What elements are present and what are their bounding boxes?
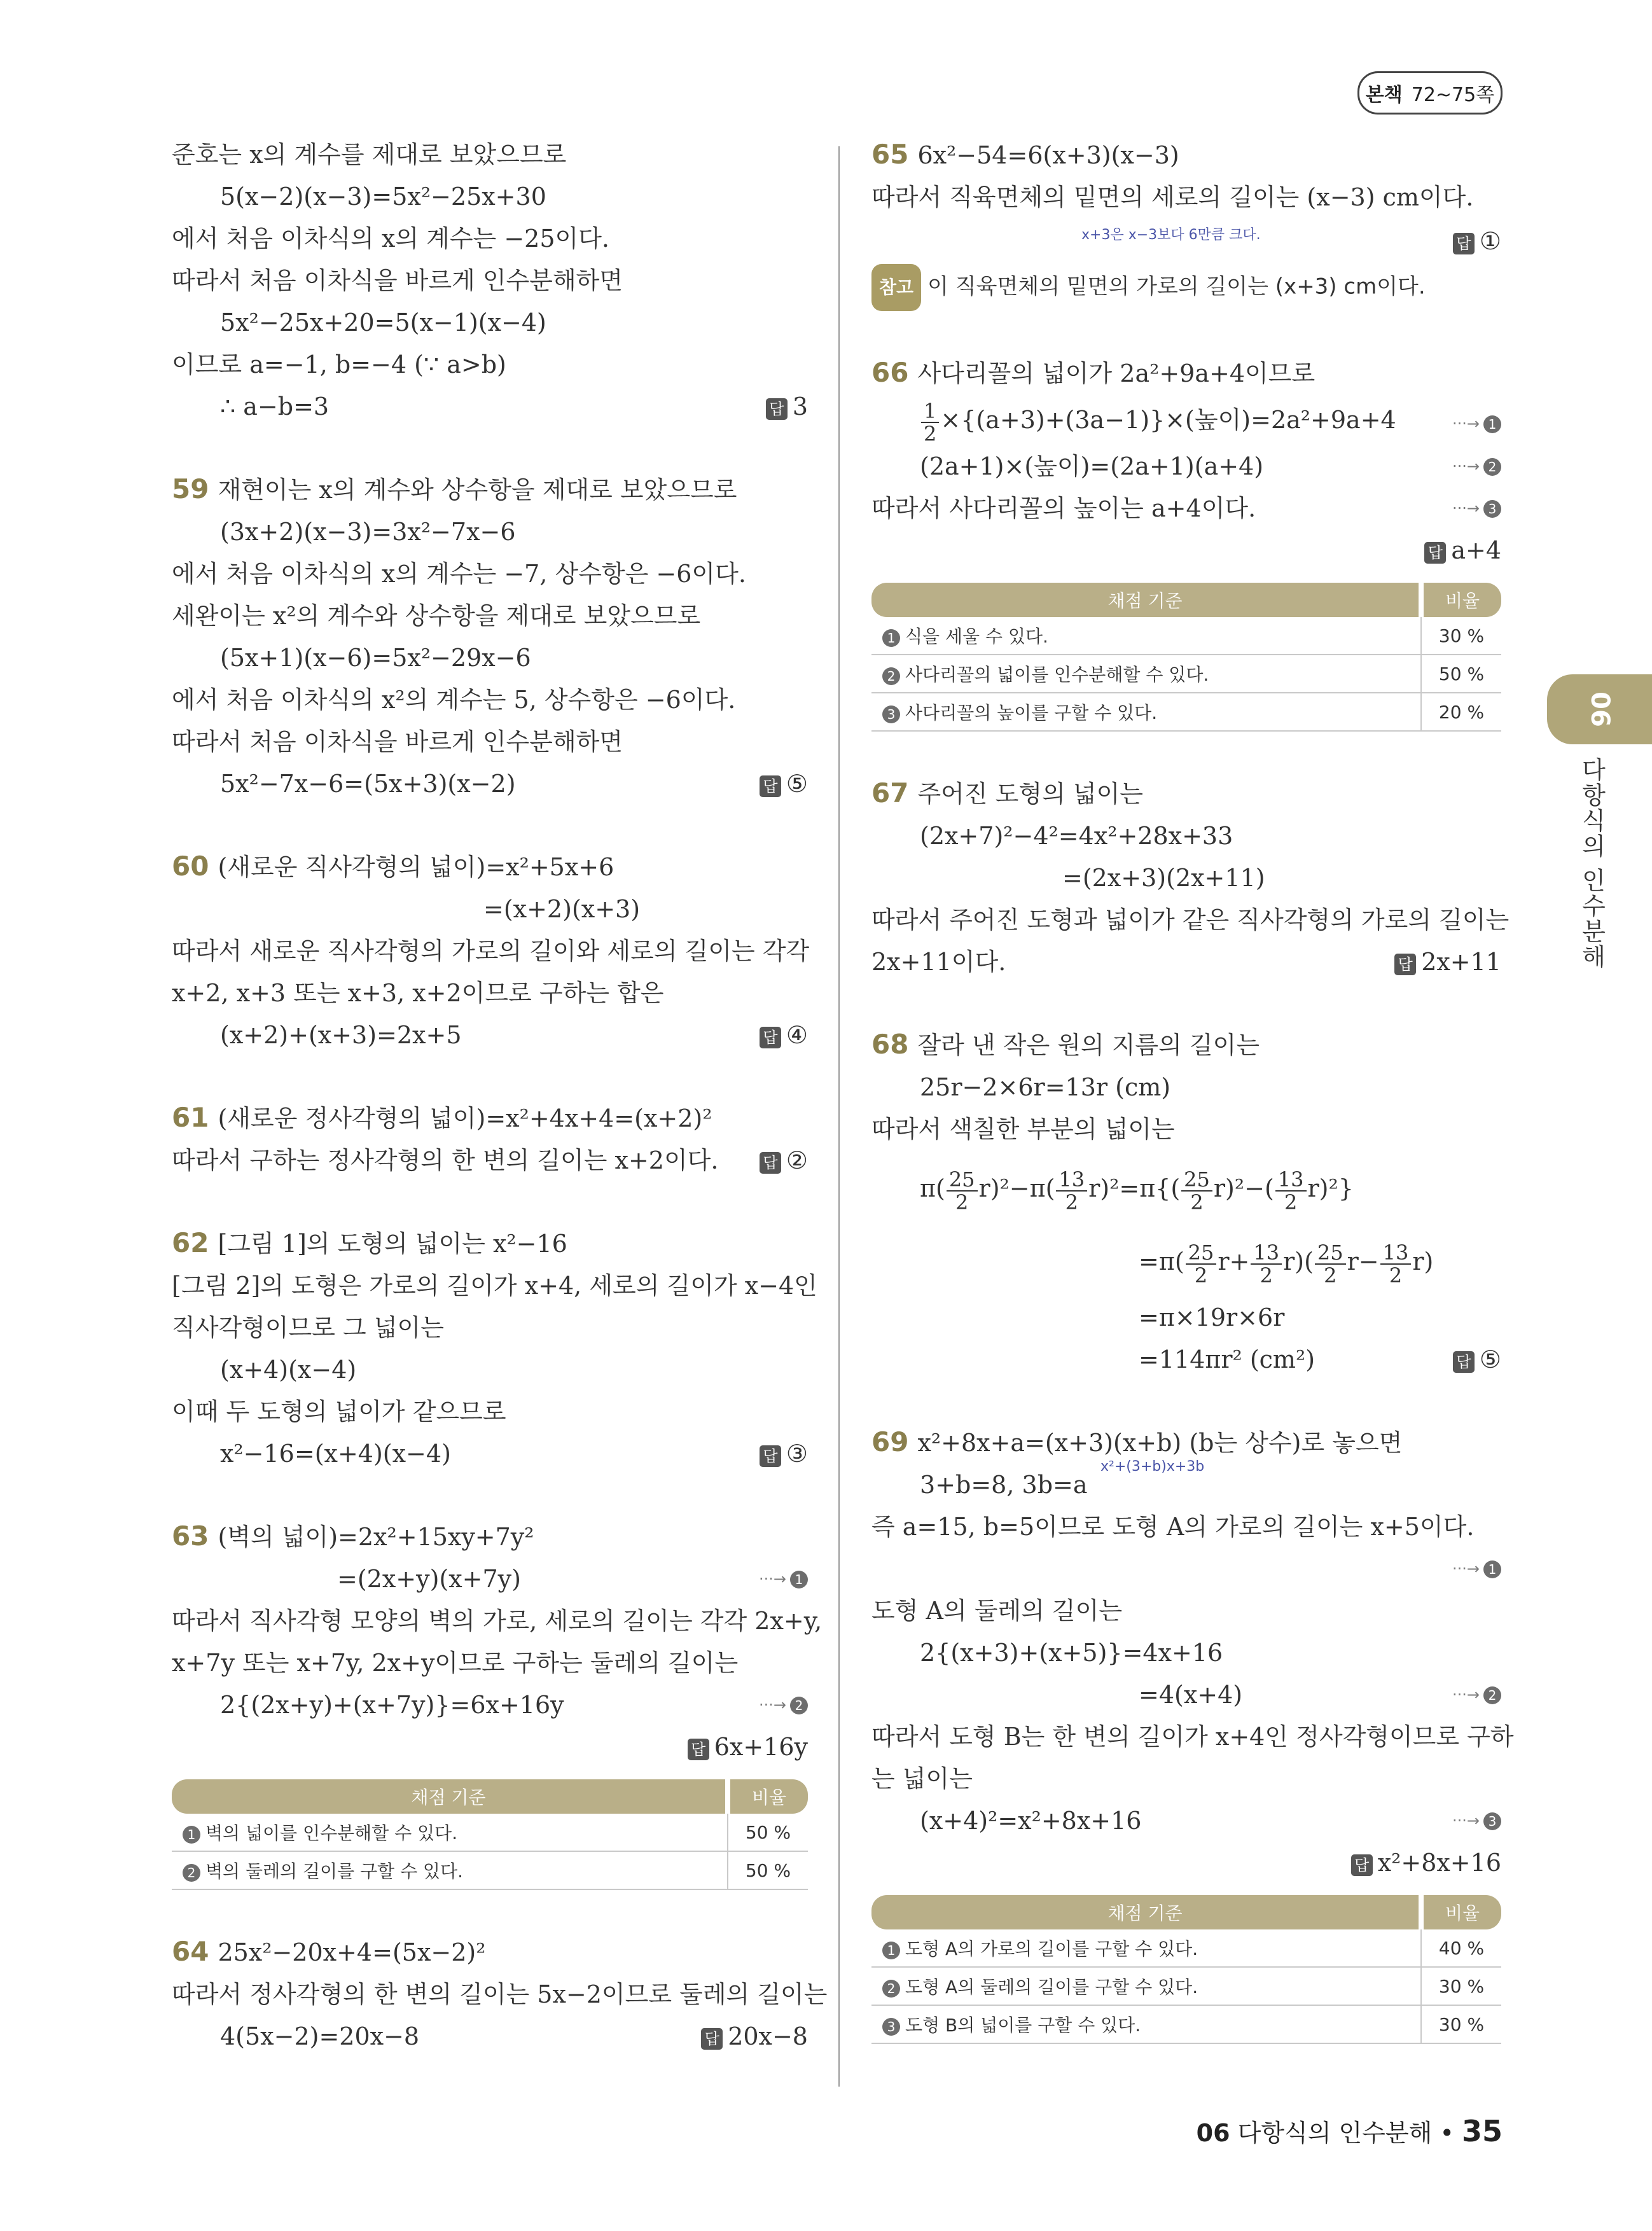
fraction — [1186, 1242, 1217, 1286]
solution-line: 4(5x−2)=20x−8 — [220, 2022, 420, 2050]
problem-first-line — [172, 1515, 808, 1558]
problem-first-line — [871, 1024, 1501, 1066]
solution-line: =4(x+4) — [1139, 1681, 1243, 1709]
step-marker: ···→ 2 — [759, 1684, 808, 1726]
step-marker: ···→ 1 — [759, 1558, 808, 1600]
solution-line: 에서 처음 이차식의 x의 계수는 −25이다. — [172, 225, 610, 253]
solution-line-with-step — [871, 445, 1501, 487]
fraction — [1380, 1242, 1412, 1286]
problem-first-line — [172, 1931, 808, 1973]
ratio-cell: 30 % — [1421, 1967, 1501, 2005]
problem-64 — [172, 1931, 828, 2057]
problem-69 — [871, 1421, 1514, 2044]
solution-line: (새로운 정사각형의 넓이)=x²+4x+4=(x+2)² — [218, 1104, 712, 1132]
step-marker: ···→ 2 — [1452, 445, 1501, 487]
criteria-header: 채점 기준 — [871, 1895, 1421, 1929]
reference-tag: 참고 — [871, 264, 921, 311]
answer-value: 20x−8 — [728, 2022, 808, 2050]
solution-line: 따라서 도형 B는 한 변의 길이가 x+4인 정사각형이므로 구하 — [871, 1723, 1514, 1751]
fraction-numerator: 25 — [1181, 1169, 1212, 1192]
fraction-numerator: 1 — [921, 400, 939, 423]
annotation-note: x+3은 x−3보다 6만큼 크다. — [1081, 227, 1261, 243]
page-footer — [1197, 2113, 1503, 2148]
solution-line: (벽의 넓이)=2x²+15xy+7y² — [218, 1523, 534, 1551]
solution-line: 6x²−54=6(x+3)(x−3) — [917, 141, 1179, 169]
solution-line: 이때 두 도형의 넓이가 같으므로 — [172, 1398, 506, 1426]
solution-line: (새로운 직사각형의 넓이)=x²+5x+6 — [218, 853, 614, 881]
solution-line: 에서 처음 이차식의 x의 계수는 −7, 상수항은 −6이다. — [172, 560, 746, 588]
solution-line-with-step — [871, 394, 1501, 445]
fraction-denominator: 2 — [1190, 1190, 1204, 1214]
fraction-denominator: 2 — [1065, 1190, 1078, 1214]
answer-icon: 답 — [1424, 542, 1446, 564]
page-number: 35 — [1461, 2114, 1503, 2148]
page-reference-badge — [1357, 71, 1503, 115]
solution-line: 따라서 구하는 정사각형의 한 변의 길이는 x+2이다. — [172, 1146, 719, 1174]
solution-line: 주어진 도형의 넓이는 — [917, 780, 1143, 808]
solution-line: 5x²−7x−6=(5x+3)(x−2) — [220, 770, 516, 798]
criteria-text: 도형 A의 가로의 길이를 구할 수 있다. — [905, 1938, 1198, 1959]
solution-line: 25x²−20x+4=(5x−2)² — [218, 1938, 486, 1966]
ratio-cell: 40 % — [1421, 1929, 1501, 1967]
fraction — [921, 400, 939, 445]
problem-number: 67 — [871, 777, 909, 809]
answer-value: ④ — [786, 1021, 808, 1049]
fraction — [1275, 1169, 1307, 1213]
step-number: 2 — [183, 1864, 200, 1882]
solution-line: 따라서 주어진 도형과 넓이가 같은 직사각형의 가로의 길이는 — [871, 906, 1510, 934]
solution-line: x²+8x+a=(x+3)(x+b) (b는 상수)로 놓으면 — [917, 1429, 1403, 1457]
solution-line: (2a+1)×(높이)=(2a+1)(a+4) — [920, 452, 1264, 480]
ratio-cell: 50 % — [1421, 655, 1501, 693]
problem-59 — [172, 468, 808, 805]
answer — [701, 2015, 808, 2057]
step-number: 2 — [882, 667, 900, 685]
fraction — [947, 1169, 978, 1213]
answer — [760, 1139, 808, 1181]
answer-icon: 답 — [760, 1152, 781, 1174]
answer — [871, 529, 1501, 571]
problem-first-line — [871, 134, 1501, 176]
fraction-numerator: 25 — [1315, 1242, 1346, 1265]
annotation-note: x²+(3+b)x+3b — [1100, 1459, 1205, 1475]
answer-icon: 답 — [760, 1027, 781, 1048]
criteria-text: 도형 A의 둘레의 길이를 구할 수 있다. — [905, 1977, 1198, 1998]
answer-icon: 답 — [1351, 1854, 1373, 1876]
fraction-denominator: 2 — [955, 1190, 969, 1214]
problem-65 — [871, 134, 1501, 311]
answer-icon: 답 — [701, 2028, 723, 2050]
ratio-header: 비율 — [728, 1779, 808, 1814]
problem-63 — [172, 1515, 823, 1890]
step-number: 2 — [790, 1697, 808, 1714]
problem-number: 65 — [871, 139, 909, 170]
fraction-numerator: 25 — [947, 1169, 978, 1192]
answer-icon: 답 — [1453, 233, 1475, 254]
solution-line-with-answer — [172, 1433, 808, 1475]
problem-first-line — [172, 845, 808, 888]
answer-value: ① — [1479, 227, 1501, 255]
answer — [871, 228, 1501, 254]
table-row — [871, 2005, 1501, 2043]
ratio-header: 비율 — [1421, 583, 1501, 617]
criteria-cell — [871, 2005, 1421, 2043]
ratio-cell: 20 % — [1421, 693, 1501, 731]
column-divider — [838, 146, 840, 2087]
criteria-text: 도형 B의 넓이를 구할 수 있다. — [905, 2015, 1141, 2036]
solution-line: 따라서 직육면체의 밑면의 세로의 길이는 (x−3) cm이다. — [871, 183, 1474, 211]
solution-line: =π×19r×6r — [1139, 1303, 1285, 1331]
solution-line: 준호는 x의 계수를 제대로 보았으므로 — [172, 141, 567, 169]
criteria-header: 채점 기준 — [172, 1779, 728, 1814]
answer-value: ⑤ — [786, 770, 808, 798]
solution-line: 도형 A의 둘레의 길이는 — [871, 1597, 1123, 1625]
answer — [871, 1842, 1501, 1884]
area-equation-2: =π( $\frac{25}{2}$ r+ $\frac{13}{2}$ r)( $\frac{25}{2}$ r− $\frac{13}{2}$ r) — [1139, 1240, 1434, 1288]
left-column — [172, 134, 828, 2057]
solution-line: x+2, x+3 또는 x+3, x+2이므로 구하는 합은 — [172, 979, 664, 1007]
footer-chapter: 06 — [1196, 2119, 1230, 2147]
answer — [1394, 941, 1501, 983]
answer-value: x²+8x+16 — [1377, 1849, 1501, 1877]
criteria-cell — [871, 617, 1421, 655]
solution-line: (5x+1)(x−6)=5x²−29x−6 — [220, 644, 531, 672]
answer-value: a+4 — [1451, 536, 1501, 564]
solution-line: 에서 처음 이차식의 x²의 계수는 5, 상수항은 −6이다. — [172, 686, 736, 714]
ratio-cell: 30 % — [1421, 617, 1501, 655]
criteria-text: 벽의 넓이를 인수분해할 수 있다. — [205, 1823, 458, 1844]
problem-number: 62 — [172, 1227, 209, 1258]
problem-first-line — [871, 772, 1501, 815]
criteria-text: 식을 세울 수 있다. — [905, 626, 1048, 647]
problem-first-line — [172, 468, 808, 511]
step-marker: ···→ 3 — [1452, 487, 1501, 529]
answer-icon: 답 — [1394, 954, 1416, 975]
answer-icon: 답 — [766, 398, 788, 420]
grading-criteria-table — [871, 1895, 1501, 2044]
solution-line: =114πr² (cm²) — [1139, 1345, 1315, 1373]
step-number: 3 — [882, 705, 900, 723]
solution-line: 2{(x+3)+(x+5)}=4x+16 — [920, 1639, 1223, 1667]
ratio-cell: 30 % — [1421, 2005, 1501, 2043]
solution-line-with-answer — [871, 1338, 1501, 1380]
fraction-denominator: 2 — [1324, 1263, 1337, 1288]
criteria-text: 벽의 둘레의 길이를 구할 수 있다. — [205, 1861, 464, 1882]
area-equation-1: π( $\frac{25}{2}$ r)²−π( $\frac{13}{2}$ r)²=π{( $\frac{25}{2}$ r)²−( $\frac{13}{2}$ r)²} — [920, 1167, 1354, 1214]
solution-line: 직사각형이므로 그 넓이는 — [172, 1314, 444, 1342]
criteria-text: 사다리꼴의 넓이를 인수분해할 수 있다. — [905, 664, 1209, 685]
step-number: 3 — [1483, 1812, 1501, 1830]
fraction-denominator: 2 — [924, 421, 937, 446]
fraction — [1181, 1169, 1212, 1213]
solution-line: =(x+2)(x+3) — [483, 895, 641, 923]
solution-line: 2x+11이다. — [871, 948, 1006, 976]
solution-line: 따라서 직사각형 모양의 벽의 가로, 세로의 길이는 각각 2x+y, — [172, 1607, 823, 1635]
criteria-text: 사다리꼴의 높이를 구할 수 있다. — [905, 702, 1158, 723]
step-number: 3 — [882, 2018, 900, 2036]
problem-number: 61 — [172, 1102, 209, 1133]
criteria-cell — [871, 1967, 1421, 2005]
badge-label: 본책 — [1365, 84, 1403, 106]
solution-line: x²−16=(x+4)(x−4) — [220, 1440, 451, 1468]
problem-number: 66 — [871, 357, 909, 388]
solution-line: 따라서 색칠한 부분의 넓이는 — [871, 1115, 1175, 1143]
step-number: 2 — [1483, 1686, 1501, 1704]
solution-line: 이므로 a=−1, b=−4 (∵ a>b) — [172, 351, 506, 379]
solution-line: 잘라 낸 작은 원의 지름의 길이는 — [917, 1031, 1260, 1059]
solution-line: 사다리꼴의 넓이가 2a²+9a+4이므로 — [917, 359, 1315, 387]
answer — [760, 763, 808, 805]
problem-67 — [871, 772, 1510, 983]
problem-60 — [172, 845, 808, 1056]
solution-line: 따라서 처음 이차식을 바르게 인수분해하면 — [172, 267, 623, 295]
table-row — [871, 655, 1501, 693]
criteria-cell — [172, 1851, 728, 1889]
step-marker: ···→ 2 — [1452, 1674, 1501, 1716]
answer-icon: 답 — [760, 775, 781, 797]
table-row — [871, 617, 1501, 655]
problem-68 — [871, 1024, 1501, 1380]
criteria-cell — [871, 693, 1421, 731]
answer-value: 2x+11 — [1421, 948, 1501, 976]
solution-line: 따라서 새로운 직사각형의 가로의 길이와 세로의 길이는 각각 — [172, 937, 810, 965]
step-number: 1 — [790, 1571, 808, 1588]
reference-note — [871, 264, 1501, 311]
fraction — [1056, 1169, 1087, 1213]
fraction — [1251, 1242, 1282, 1286]
step-number: 3 — [1483, 500, 1501, 518]
problem-number: 59 — [172, 473, 209, 504]
solution-line: 따라서 사다리꼴의 높이는 a+4이다. — [871, 494, 1256, 522]
solution-line: 세완이는 x²의 계수와 상수항을 제대로 보았으므로 — [172, 602, 701, 630]
ratio-cell: 50 % — [728, 1851, 808, 1889]
table-row — [871, 693, 1501, 731]
problem-first-line — [172, 1097, 808, 1139]
answer-value: 3 — [792, 393, 808, 420]
step-row — [871, 1548, 1501, 1580]
solution-line-with-answer — [172, 386, 808, 427]
criteria-cell — [871, 1929, 1421, 1967]
table-row — [871, 1967, 1501, 2005]
answer-icon: 답 — [760, 1445, 781, 1467]
step-number: 1 — [1483, 415, 1501, 433]
chapter-side-title: 다항식의 인수분해 — [1578, 757, 1606, 970]
problem-first-line — [871, 352, 1501, 394]
problem-58 — [172, 134, 808, 427]
solution-line: (x+4)(x−4) — [220, 1356, 357, 1384]
step-number: 2 — [1483, 458, 1501, 476]
solution-line-with-note — [871, 1459, 1501, 1506]
solution-line-with-answer — [871, 941, 1501, 983]
solution-line: x+7y 또는 x+7y, 2x+y이므로 구하는 둘레의 길이는 — [172, 1649, 739, 1677]
solution-line: 는 넓이는 — [871, 1765, 973, 1793]
solution-line: 즉 a=15, b=5이므로 도형 A의 가로의 길이는 x+5이다. — [871, 1513, 1475, 1541]
solution-line: (2x+7)²−4²=4x²+28x+33 — [920, 822, 1233, 850]
criteria-cell — [871, 655, 1421, 693]
solution-line-with-answer — [172, 763, 808, 805]
problem-number: 68 — [871, 1029, 909, 1060]
problem-61 — [172, 1097, 808, 1181]
solution-line: ∴ a−b=3 — [220, 393, 330, 420]
step-marker: ···→ 1 — [1452, 398, 1501, 449]
answer-value: 6x+16y — [714, 1733, 808, 1761]
answer — [760, 1433, 808, 1475]
solution-line: (3x+2)(x−3)=3x²−7x−6 — [220, 518, 516, 546]
criteria-header: 채점 기준 — [871, 583, 1421, 617]
ratio-cell: 50 % — [728, 1814, 808, 1851]
fraction-numerator: 13 — [1275, 1169, 1307, 1192]
step-number: 2 — [882, 1980, 900, 1998]
solution-line: 재현이는 x의 계수와 상수항을 제대로 보았으므로 — [218, 476, 737, 504]
problem-number: 63 — [172, 1520, 209, 1552]
solution-line: ×{(a+3)+(3a−1)}×(높이)=2a²+9a+4 — [940, 406, 1396, 434]
footer-title: 다항식의 인수분해 — [1237, 2119, 1433, 2147]
answer-value: ② — [786, 1146, 808, 1174]
reference-text: 이 직육면체의 밑면의 가로의 길이는 (x+3) cm이다. — [927, 274, 1426, 300]
table-row — [871, 1929, 1501, 1967]
solution-line: 3+b=8, 3b=a — [920, 1471, 1088, 1499]
solution-line-with-step — [871, 487, 1501, 529]
fraction-numerator: 25 — [1186, 1242, 1217, 1265]
problem-number: 60 — [172, 851, 209, 882]
criteria-cell — [172, 1814, 728, 1851]
fraction-denominator: 2 — [1260, 1263, 1273, 1288]
fraction-denominator: 2 — [1284, 1190, 1298, 1214]
fraction-denominator: 2 — [1389, 1263, 1403, 1288]
ratio-header: 비율 — [1421, 1895, 1501, 1929]
problem-66 — [871, 352, 1501, 732]
step-number: 1 — [882, 1942, 900, 1959]
solution-line: 2{(2x+y)+(x+7y)}=6x+16y — [220, 1691, 564, 1719]
answer — [172, 1726, 808, 1768]
solution-line: [그림 1]의 도형의 넓이는 x²−16 — [218, 1230, 567, 1258]
grading-criteria-table — [172, 1779, 808, 1890]
solution-line: 5x²−25x+20=5(x−1)(x−4) — [220, 309, 546, 337]
step-number: 1 — [1483, 1560, 1501, 1578]
table-row — [172, 1814, 808, 1851]
chapter-tab — [1547, 674, 1652, 744]
step-number: 1 — [183, 1826, 200, 1844]
answer-value: ⑤ — [1479, 1345, 1501, 1373]
solution-line: (x+4)²=x²+8x+16 — [920, 1807, 1142, 1835]
solution-line: =(2x+3)(2x+11) — [1062, 864, 1265, 892]
fraction-numerator: 13 — [1251, 1242, 1282, 1265]
problem-number: 64 — [172, 1936, 209, 1967]
answer-icon: 답 — [1453, 1351, 1475, 1373]
solution-line: 따라서 정사각형의 한 변의 길이는 5x−2이므로 둘레의 길이는 — [172, 1980, 828, 2008]
answer-value: ③ — [786, 1440, 808, 1468]
solution-line-with-step — [871, 1800, 1501, 1842]
solution-line-with-answer — [172, 2015, 808, 2057]
problem-number: 69 — [871, 1426, 909, 1457]
problem-first-line — [172, 1222, 808, 1265]
problem-62 — [172, 1222, 817, 1475]
table-row — [172, 1851, 808, 1889]
answer — [760, 1014, 808, 1056]
step-marker: ···→ 1 — [1452, 1548, 1501, 1590]
fraction — [1315, 1242, 1346, 1286]
answer-icon: 답 — [688, 1739, 709, 1760]
answer — [1453, 1338, 1501, 1380]
footer-separator: • — [1440, 2119, 1454, 2147]
solution-line-with-step — [172, 1558, 808, 1600]
solution-line-with-step — [871, 1674, 1501, 1716]
fraction-numerator: 13 — [1056, 1169, 1087, 1192]
solution-line-with-step — [172, 1684, 808, 1726]
solution-line: =(2x+y)(x+7y) — [337, 1565, 521, 1593]
step-number: 1 — [882, 629, 900, 647]
badge-pages: 72~75쪽 — [1411, 84, 1495, 106]
solution-line-with-answer — [172, 1139, 808, 1181]
solution-line: 25r−2×6r=13r (cm) — [920, 1073, 1171, 1101]
chapter-tab-number: 06 — [1585, 692, 1614, 727]
grading-criteria-table — [871, 583, 1501, 732]
answer — [766, 386, 808, 427]
step-marker: ···→ 3 — [1452, 1800, 1501, 1842]
solution-line: [그림 2]의 도형은 가로의 길이가 x+4, 세로의 길이가 x−4인 — [172, 1272, 817, 1300]
solution-line: 따라서 처음 이차식을 바르게 인수분해하면 — [172, 728, 623, 756]
fraction-denominator: 2 — [1194, 1263, 1208, 1288]
solution-line-with-answer — [172, 1014, 808, 1056]
fraction-numerator: 13 — [1380, 1242, 1412, 1265]
solution-line: 5(x−2)(x−3)=5x²−25x+30 — [220, 183, 546, 211]
right-column — [871, 134, 1514, 2044]
solution-line: (x+2)+(x+3)=2x+5 — [220, 1021, 462, 1049]
